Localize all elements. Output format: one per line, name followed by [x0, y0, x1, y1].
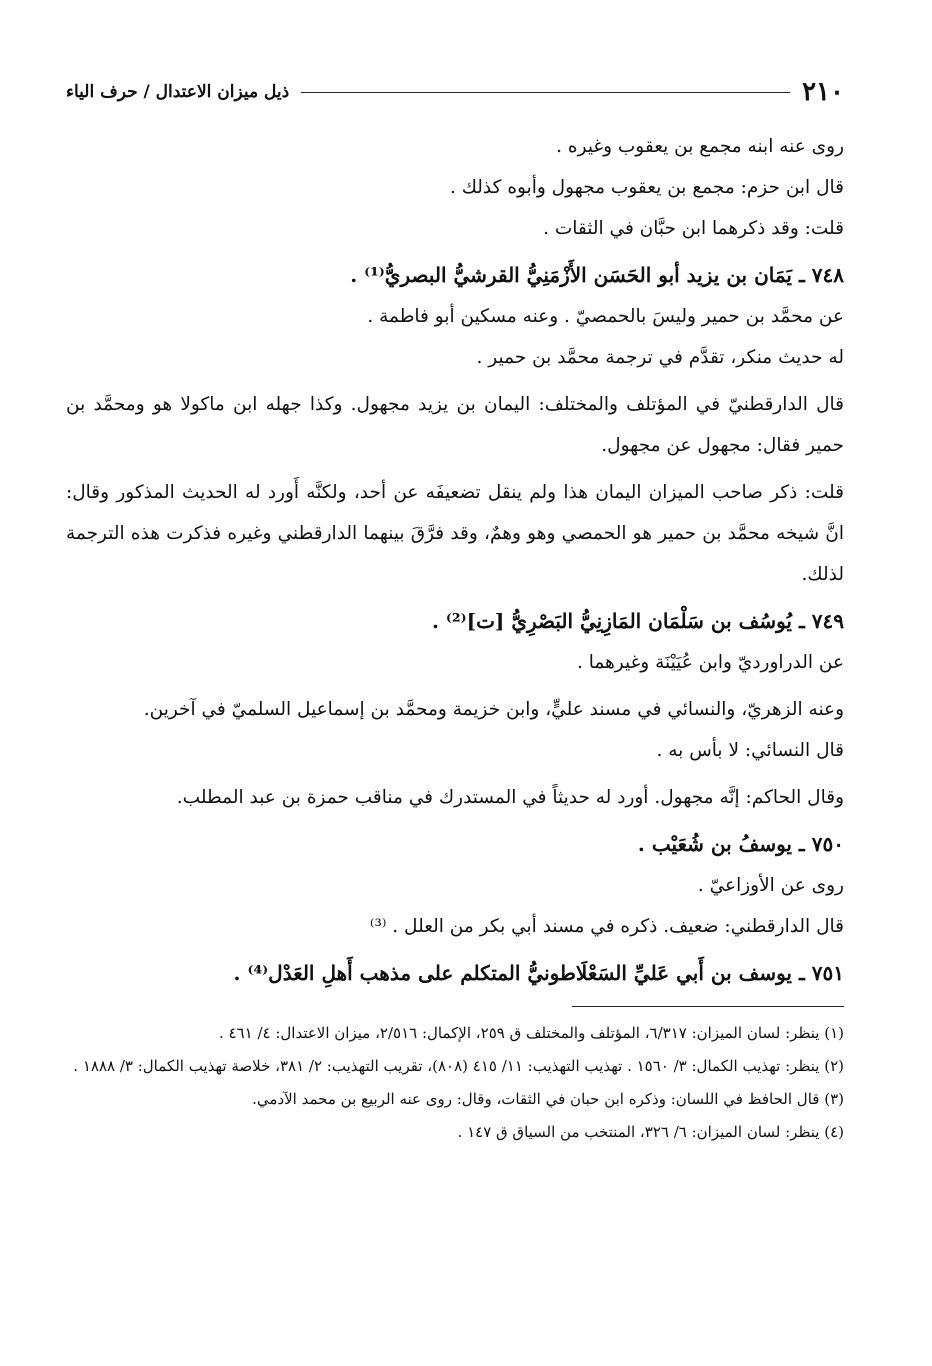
entry-heading: ٧٥٠ ـ يوسفُ بن شُعَيْب .	[637, 832, 844, 856]
footnotes	[66, 1019, 844, 1147]
text-paragraph: عن محمَّد بن حمير وليسَ بالحمصيّ . وعنه مسكين أبو فاطمة .	[367, 306, 844, 327]
text-paragraph: له حديث منكر، تقدَّم في ترجمة محمَّد بن حمير .	[476, 347, 844, 368]
footnote: (٣) قال الحافظ في اللسان: وذكره ابن حبان في الثقات، وقال: روى عنه الربيع بن محمد الآدمي.	[252, 1090, 844, 1108]
body-text	[66, 126, 844, 994]
entry-heading: ٧٥١ ـ يوسف بن أَبي عَليِّ السَعْلَاطونيُّ المتكلم على مذهب أَهلِ العَدْل⁽⁴⁾ .	[233, 961, 844, 985]
text-paragraph: روى عنه ابنه مجمع بن يعقوب وغيره .	[556, 136, 844, 157]
text-paragraph: قال الدارقطني: ضعيف. ذكره في مسند أبي بكر من العلل . ⁽³⁾	[369, 916, 844, 937]
footnote: (٤) ينظر: لسان الميزان: ٦/ ٣٢٦، المنتخب من السياق ق ١٤٧ .	[457, 1123, 844, 1141]
page-header	[66, 70, 844, 114]
text-paragraph: قال النسائي: لا بأس به .	[656, 740, 844, 761]
page-number: ٢١٠	[802, 77, 844, 107]
text-paragraph: قلت: ذكر صاحب الميزان اليمان هذا ولم ينقل تضعيفَه عن أحد، ولكنَّه أَورد له الحديث المذكور وقال: انَّ شيخه محمَّد بن حمير هو الحمصي وهو وهمٌ، وقد فرَّقَ بينهما الدارقطني وغيره فذكرت هذه الترجمة لذلك.	[66, 482, 844, 585]
text-paragraph: وقال الحاكم: إنَّه مجهول. أورد له حديثاً في المستدرك في مناقب حمزة بن عبد المطلب.	[176, 787, 844, 808]
footnote-separator	[572, 1006, 844, 1007]
header-rule	[301, 92, 790, 93]
text-paragraph: روى عن الأوزاعيّ .	[697, 875, 844, 896]
text-paragraph: قال ابن حزم: مجمع بن يعقوب مجهول وأبوه كذلك .	[449, 177, 844, 198]
footnote: (٢) ينظر: تهذيب الكمال: ٣/ ١٥٦٠ . تهذيب التهذيب: ١١/ ٤١٥ (٨٠٨)، تقريب التهذيب: ٢/ ٣٨١، خلاصة تهذيب الكمال: ٣/ ١٨٨٨ .	[73, 1057, 844, 1075]
footnote: (١) ينظر: لسان الميزان: ٦/٣١٧، المؤتلف والمختلف ق ٢٥٩، الإكمال: ٢/٥١٦، ميزان الاعتدال: ٤/ ٤٦١ .	[218, 1024, 844, 1042]
running-title: ذيل ميزان الاعتدال / حرف الياء	[66, 82, 290, 102]
text-paragraph: وعنه الزهريّ، والنسائي في مسند عليٍّ، وابن خزيمة ومحمَّد بن إسماعيل السلميّ في آخرين.	[143, 699, 844, 720]
text-paragraph: عن الدراورديّ وابن عُيَيْنَة وغيرهما .	[576, 652, 844, 673]
text-paragraph: قلت: وقد ذكرهما ابن حبَّان في الثقات .	[543, 218, 844, 239]
entry-heading: ٧٤٩ ـ يُوسُف بن سَلْمَان المَازِنِيُّ البَصْرِيُّ [ت]⁽²⁾ .	[432, 609, 844, 633]
text-paragraph: قال الدارقطنيّ في المؤتلف والمختلف: اليمان بن يزيد مجهول. وكذا جهله ابن ماكولا هو ومحمَّد بن حمير فقال: مجهول عن مجهول.	[66, 394, 844, 456]
document-page	[66, 70, 844, 1151]
entry-heading: ٧٤٨ ـ يَمَان بن يزيد أبو الحَسَن الأَزْمَنِيُّ القرشيُّ البصريُّ⁽¹⁾ .	[350, 263, 844, 287]
